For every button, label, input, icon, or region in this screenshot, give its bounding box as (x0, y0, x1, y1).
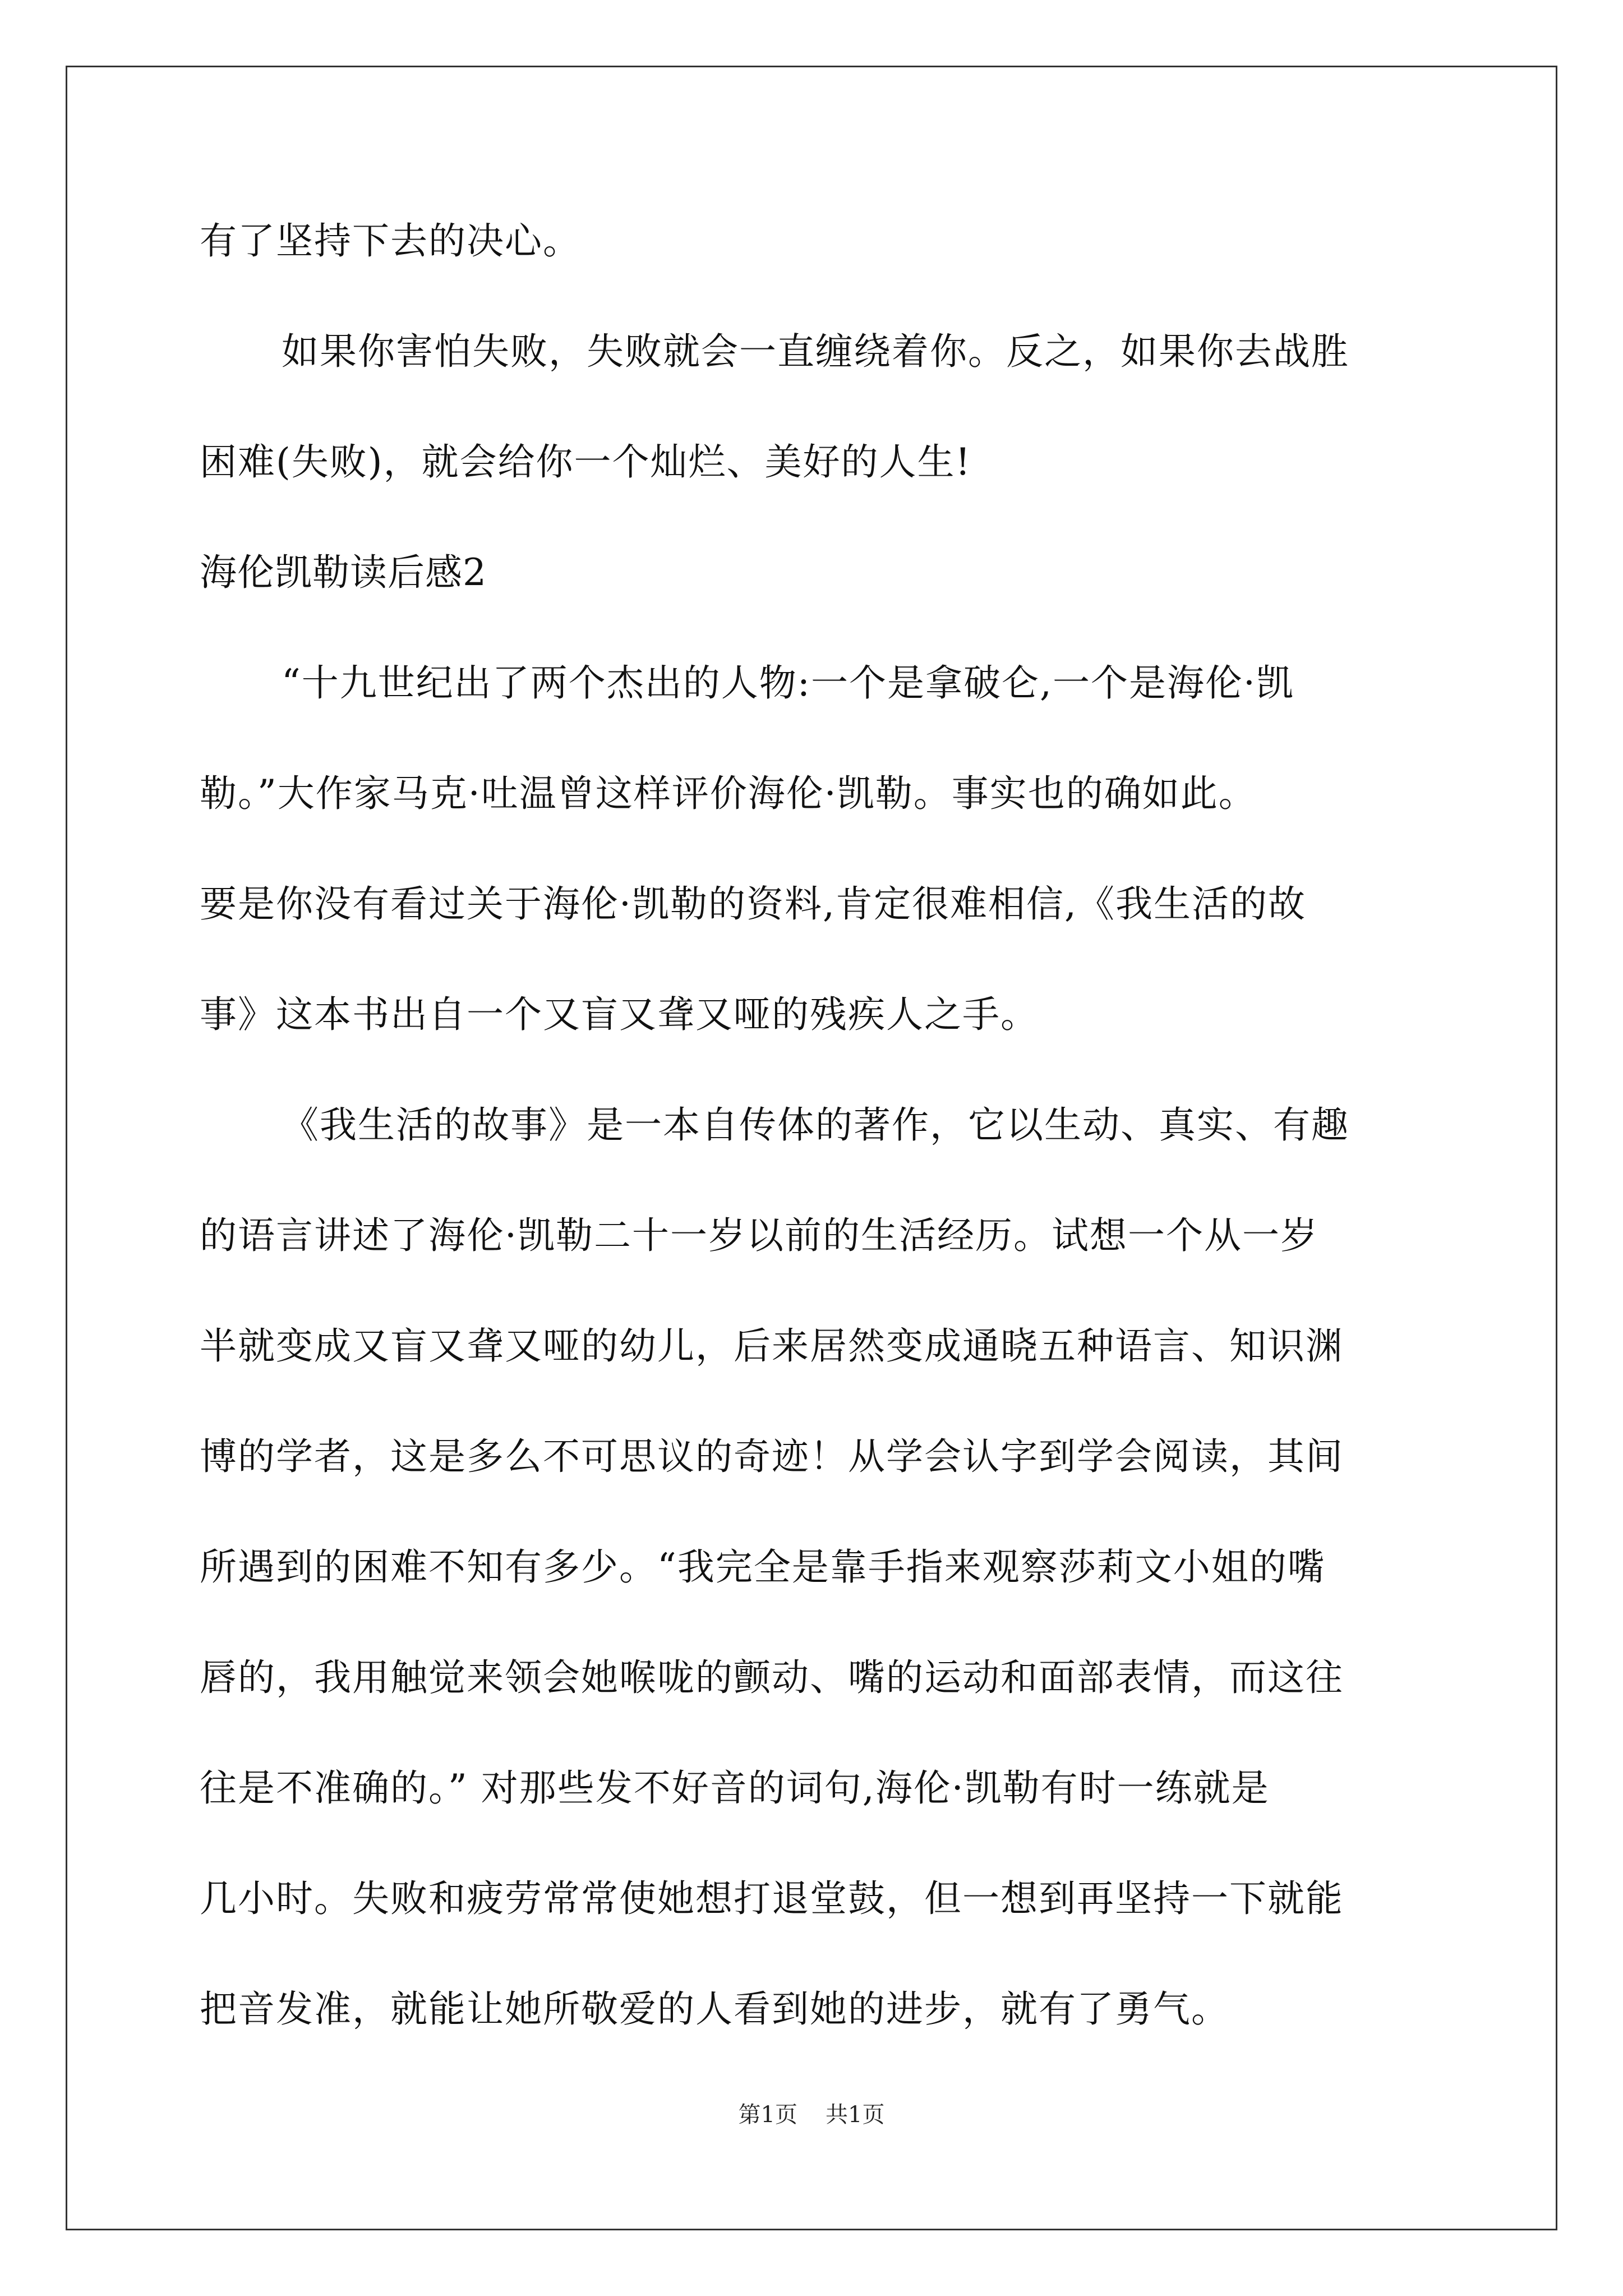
page-footer (0, 2101, 1623, 2129)
paragraph-line: 几小时。失败和疲劳常常使她想打退堂鼓，但一想到再坚持一下就能 (200, 1877, 1344, 1920)
paragraph-line: 要是你没有看过关于海伦·凯勒的资料,肯定很难相信,《我生活的故 (200, 882, 1306, 926)
paragraph-line: 有了坚持下去的决心。 (200, 219, 581, 263)
paragraph-line: 如果你害怕失败，失败就会一直缠绕着你。反之，如果你去战胜 (282, 330, 1349, 373)
page-total: 共1页 (826, 2102, 885, 2128)
paragraph-line: 往是不准确的。” 对那些发不好音的词句,海伦·凯勒有时一练就是 (200, 1766, 1270, 1810)
paragraph-line: 把音发准，就能让她所敬爱的人看到她的进步，就有了勇气。 (200, 1987, 1229, 2031)
paragraph-line: “十九世纪出了两个杰出的人物:一个是拿破仑,一个是海伦·凯 (282, 661, 1294, 705)
paragraph-line: 半就变成又盲又聋又哑的幼儿，后来居然变成通晓五种语言、知识渊 (200, 1324, 1344, 1368)
section-heading: 海伦凯勒读后感2 (200, 551, 487, 594)
paragraph-line: 唇的，我用触觉来领会她喉咙的颤动、嘴的运动和面部表情，而这往 (200, 1656, 1344, 1699)
paragraph-line: 博的学者，这是多么不可思议的奇迹！从学会认字到学会阅读，其间 (200, 1435, 1344, 1478)
paragraph-line: 《我生活的故事》是一本自传体的著作，它以生动、真实、有趣 (282, 1103, 1349, 1147)
paragraph-line: 困难(失败)，就会给你一个灿烂、美好的人生! (200, 440, 972, 484)
document-body (200, 213, 1433, 2092)
paragraph-line: 所遇到的困难不知有多少。“我完全是靠手指来观察莎莉文小姐的嘴 (200, 1545, 1326, 1589)
paragraph-line: 勒。”大作家马克·吐温曾这样评价海伦·凯勒。事实也的确如此。 (200, 772, 1257, 815)
page-number: 第1页 (738, 2102, 797, 2128)
paragraph-line: 事》这本书出自一个又盲又聋又哑的残疾人之手。 (200, 993, 1039, 1036)
paragraph-line: 的语言讲述了海伦·凯勒二十一岁以前的生活经历。试想一个从一岁 (200, 1214, 1318, 1257)
